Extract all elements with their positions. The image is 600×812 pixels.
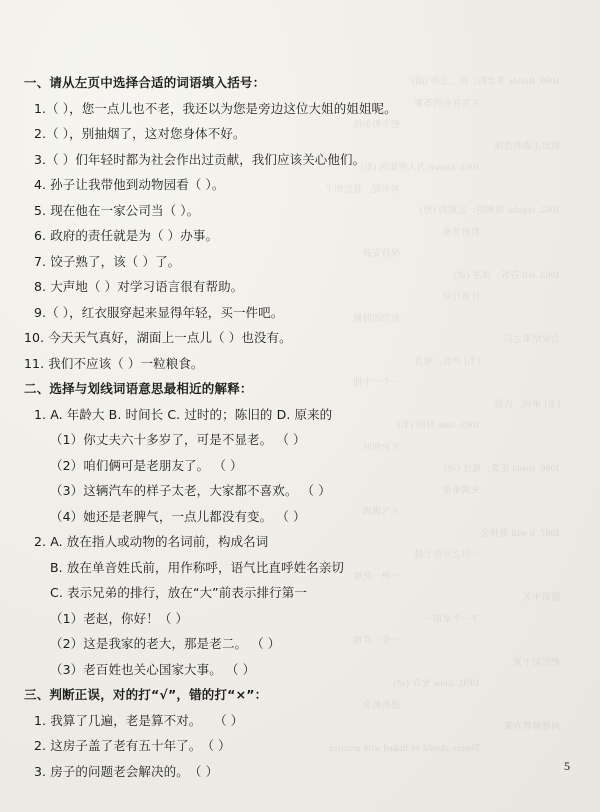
section-1-item-9: 9.（ ），红衣服穿起来显得年轻，买一件吧。 [34,304,284,320]
section-1-title: 一、请从左页中选择合适的词语填入括号： [24,75,266,90]
section-1-item-7: 7. 饺子熟了，该（ ）了。 [34,253,181,269]
bleedthrough-line: 1060. Beside 多余的；除…之外 (副) [411,76,560,86]
section-2-question-2-stem: 2. A. 放在指人或动物的名词前，构成名词 [34,534,269,549]
section-1-item-4: 4. 孙子让我带他到动物园看（ ）。 [34,177,225,192]
bleedthrough-line: 随后不久 [522,592,560,602]
section-1-item-8: 8. 大声地（ ）对学习语言很有帮助。 [34,279,244,294]
bleedthrough-line: [名] 声音，噪音 [414,355,480,366]
bleedthrough-line: 1063. tell 告诉；讲述 (动) [453,269,560,280]
bleedthrough-line: 一日之计在于晨 [414,549,480,559]
bleedthrough-line: 实实在在的答案 [414,97,480,108]
section-2-question-1-sub-3: （3）这辆汽车的样子太老，大家都不喜欢。 （ ） [50,483,331,498]
bleedthrough-line: 对不起，我迟到了 [324,183,400,194]
bleedthrough-line: 保持安静 [362,248,400,258]
bleedthrough-line: 元气满满 [362,506,400,516]
bleedthrough-line: 无论何时 [362,441,400,452]
bleedthrough-line: 1062. regular 规则的；定期的 (形) [419,205,560,215]
section-3-item-1: 1. 我算了几遍，老是算不对。 （ ） [34,712,244,728]
page-number: 5 [564,759,570,773]
bleedthrough-line: 把牛奶加热 [352,119,400,129]
bleedthrough-line: 会议结束之后 [503,334,560,344]
bleedthrough-line: 把它记下来 [512,656,560,667]
bleedthrough-line: 数着节奏 [442,226,480,237]
section-3-item-2: 2. 这房子盖了老有五十年了。 （ ） [34,738,231,753]
bleedthrough-line: 提供机会 [362,699,400,710]
section-1-item-3: 3.（ ）们年轻时都为社会作出过贡献，我们应该关心他们。 [34,151,366,167]
section-3-title: 三、判断正误，对的打“√”，错的打“×”： [24,687,268,702]
section-1-item-10: 10. 今天天气真好，湖面上一点儿（ ）也没有。 [24,330,292,345]
bleedthrough-line: 1070. allow 允许 (动) [392,678,480,688]
section-1-item-1: 1.（ ），您一点儿也不老，我还以为您是旁边这位大姐的姐姐呢。 [34,100,397,116]
bleedthrough-line: 一件一件地 [352,635,400,645]
bleedthrough-line: [名] 单词，话语 [494,398,560,409]
section-1-item-2: 2.（ ），别抽烟了，这对您身体不好。 [34,126,246,141]
section-2-question-1-sub-1: （1）你丈夫六十多岁了，可是不显老。 （ ） [50,432,306,447]
bleedthrough-line: 有空的时候 [352,312,400,323]
section-2-question-1-sub-4: （4）她还是老脾气，一点儿都没有变。 （ ） [50,508,306,524]
section-2-question-2-sub-3: （3）老百姓也关心国家大事。 （ ） [50,661,256,677]
section-1-item-5: 5. 现在他在一家公司当（ ）。 [34,202,200,218]
bleedthrough-line: Theory should be linked with practice. [325,742,480,753]
section-2-question-2-sub-1: （1）老赵，你好！（ ） [50,610,189,626]
section-2-question-2-option-c: C. 表示兄弟的排行，放在“大”前表示排行第一 [50,585,307,600]
section-2-question-1-stem: 1. A. 年龄大 B. 时间长 C. 过时的；陈旧的 D. 原来的 [34,406,333,422]
section-2-question-1-sub-2: （2）咱们俩可是老朋友了。 （ ） [50,457,243,473]
section-2-question-2-option-b: B. 放在单音姓氏前，用作称呼，语气比直呼姓名亲切 [50,559,345,575]
bleedthrough-line: 1061. known 为人所知的 (形) [360,162,480,172]
section-2-title: 二、选择与划线词语意思最相近的解释： [24,381,253,396]
bleedthrough-line: 1065. time 时间 (名) [397,420,480,430]
bleedthrough-line: 一块一块地 [352,570,400,581]
bleedthrough-line: 1066. spend 花费；度过 (动) [443,463,560,473]
bleedthrough-line: 问题解答方案 [503,721,560,731]
bleedthrough-line: 做出正确的选择 [494,140,560,151]
bleedthrough-line: 一个一个地 [352,377,400,387]
section-3-item-3: 3. 房子的问题老会解决的。 （ ） [34,763,219,779]
bleedthrough-line: 付诸行动 [442,291,480,301]
bleedthrough-line: 1067. li will 他将会 [480,527,560,538]
section-2-question-2-sub-2: （2）这是我家的老大，那是老二。 （ ） [50,636,281,651]
bleedthrough-line: 充满希望 [442,484,480,495]
bleedthrough-line: 下一个星期一 [423,613,480,624]
section-1-item-11: 11. 我们不应该（ ）一粒粮食。 [24,355,204,371]
section-1-item-6: 6. 政府的责任就是为（ ）办事。 [34,228,219,243]
